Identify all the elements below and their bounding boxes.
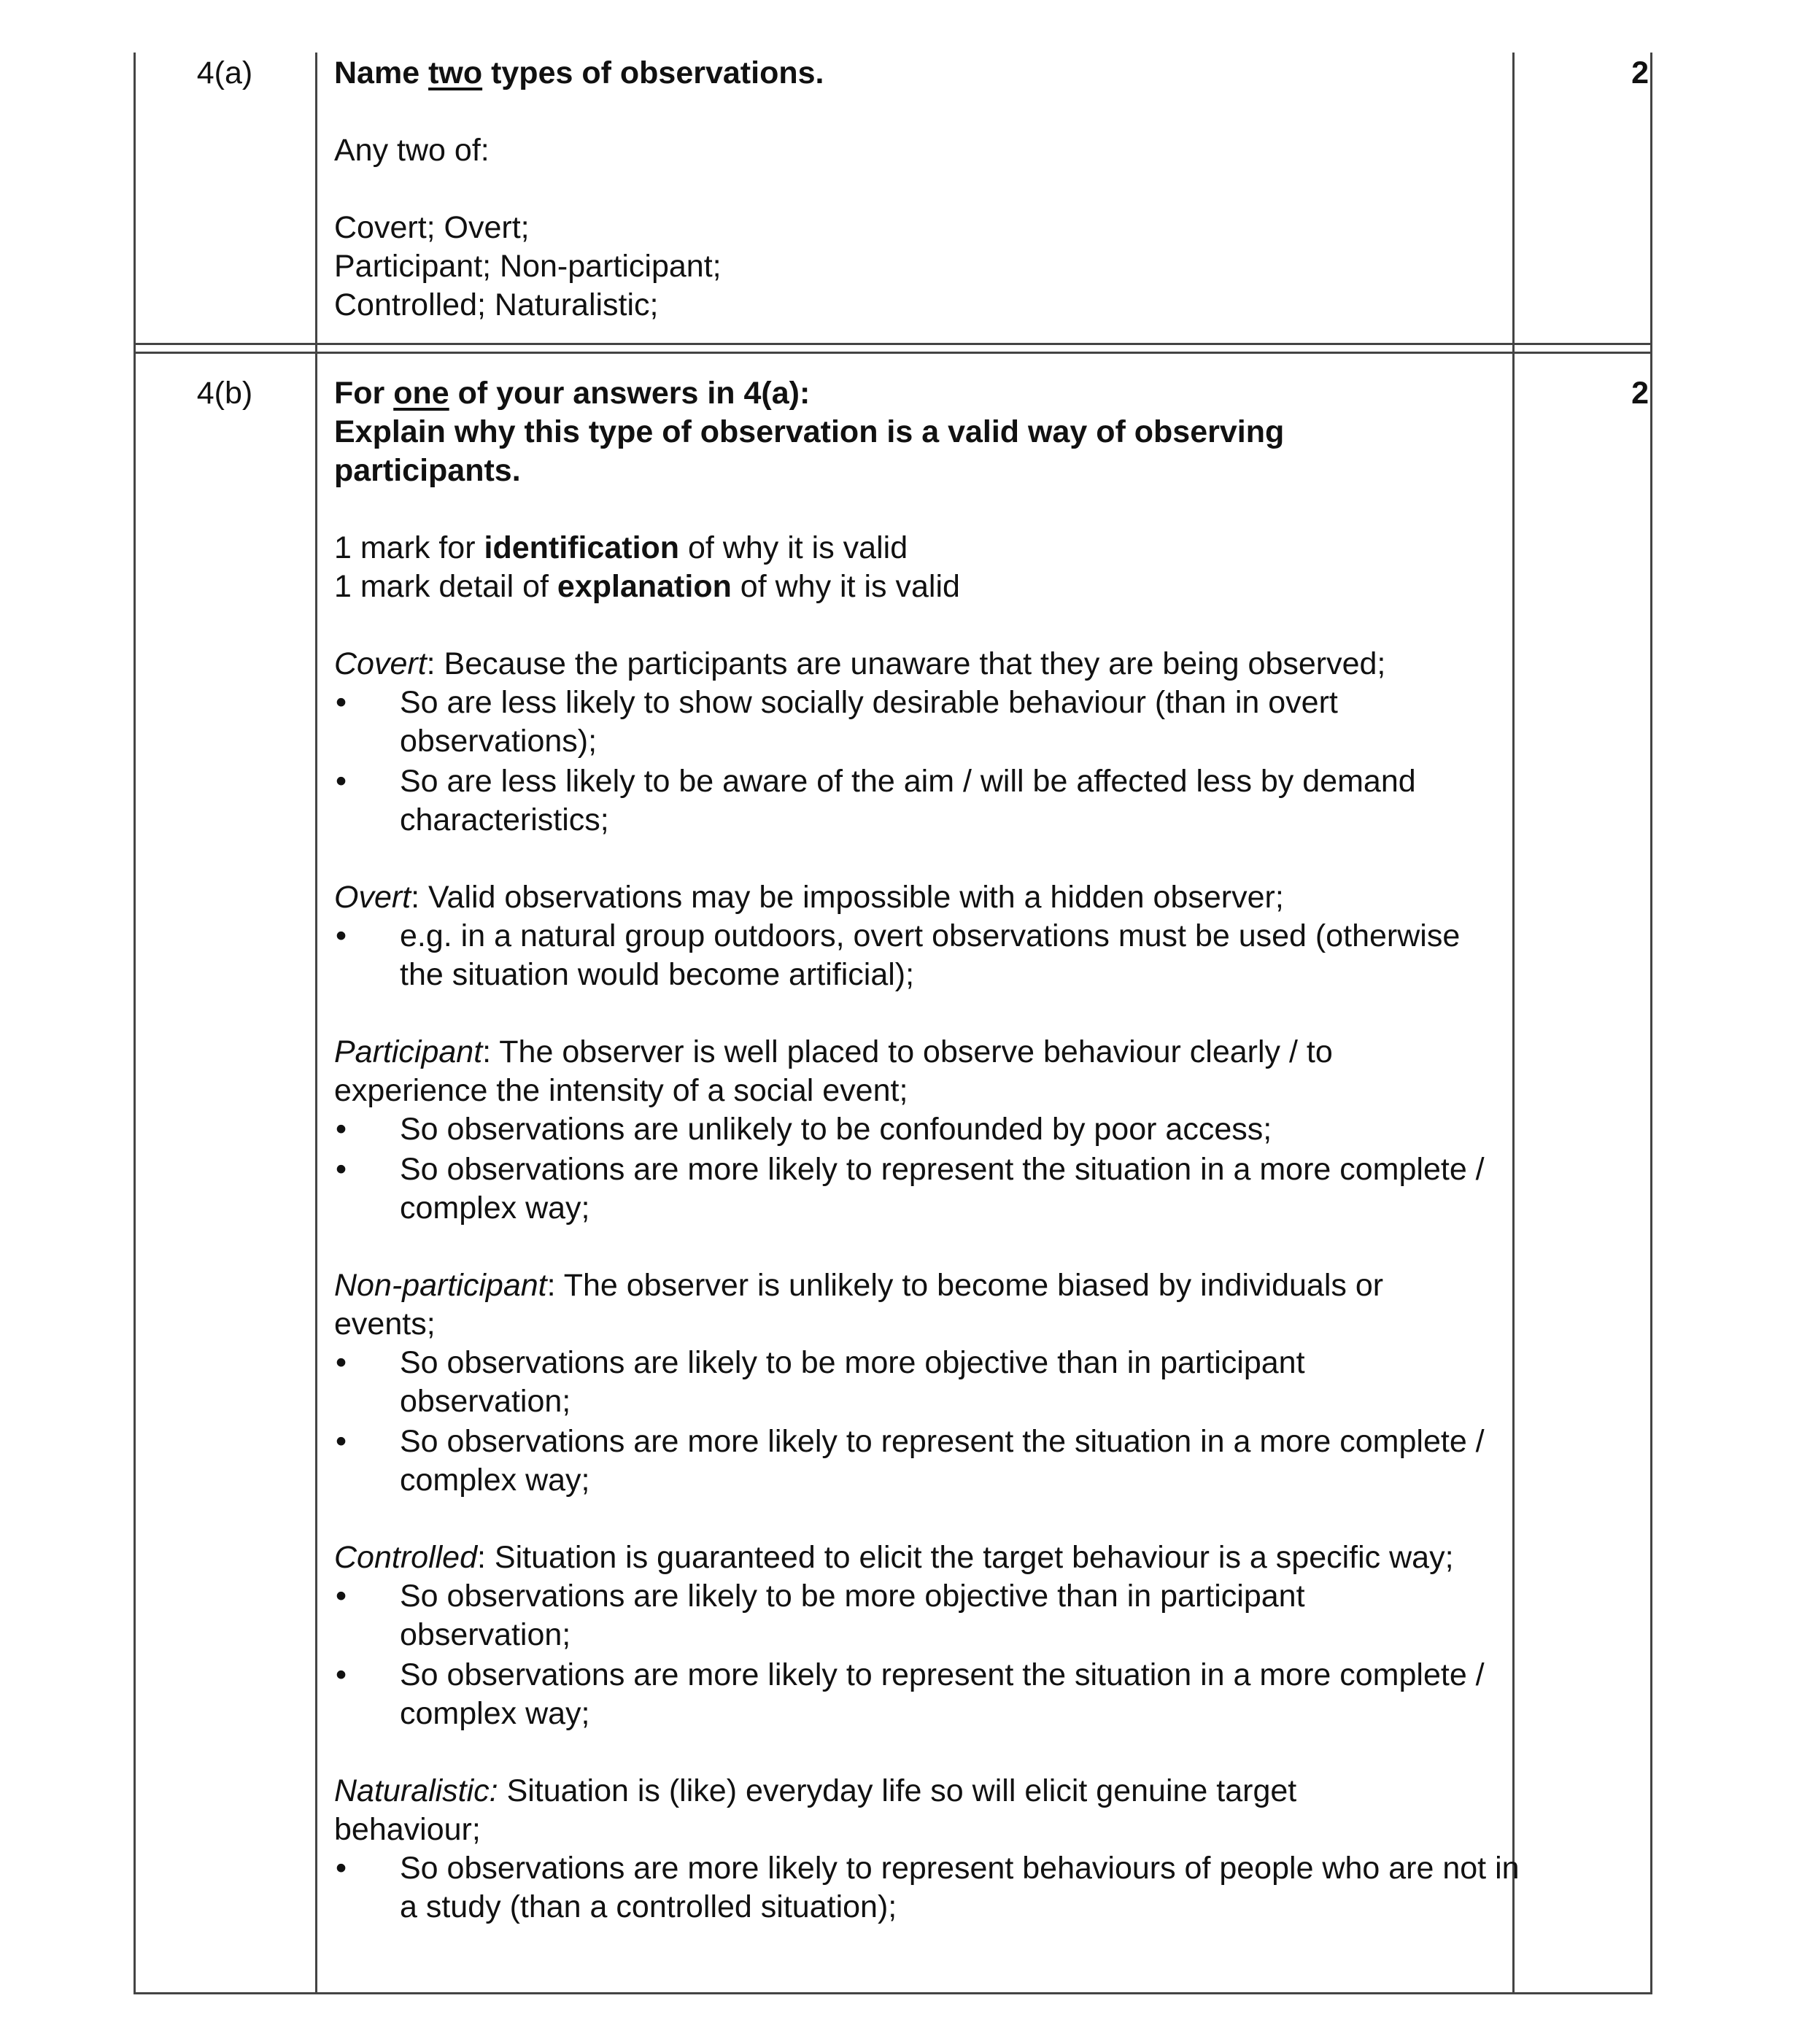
observation-type-name: Naturalistic:: [334, 1773, 498, 1808]
observation-type-description: [334, 878, 1501, 917]
marks-value: 2: [1631, 376, 1649, 411]
bullet-icon: •: [336, 1345, 347, 1380]
table-border-bottom: [134, 1992, 1652, 1994]
bullet-text: So observations are likely to be more objective than in participant observation;: [400, 1579, 1305, 1652]
bullet-text: So are less likely to be aware of the aim / will be affected less by demand characteristics;: [400, 764, 1416, 837]
answer-cell-4b: [334, 374, 1520, 1927]
question-instruction: Explain why this type of observation is a valid way of observing participants.: [334, 414, 1285, 488]
question-text: [334, 374, 1501, 413]
bullet-item: [334, 684, 1538, 761]
bullet-icon: •: [336, 764, 347, 799]
bullet-text: So observations are more likely to represent the situation in a more complete / complex way;: [400, 1657, 1485, 1731]
answer-line: Covert; Overt;: [334, 210, 530, 245]
bullet-item: [334, 917, 1465, 994]
observation-type-name: Non-participant: [334, 1268, 547, 1303]
marking-guidance: [334, 568, 1501, 606]
observation-type-name: Controlled: [334, 1540, 477, 1575]
bullet-icon: •: [336, 1424, 347, 1459]
bullet-icon: •: [336, 1152, 347, 1187]
question-emphasis: one: [393, 376, 449, 411]
answer-intro: Any two of:: [334, 133, 490, 168]
bullet-icon: •: [336, 918, 347, 953]
bullet-item: [334, 1344, 1443, 1421]
bullet-item: [334, 1150, 1494, 1228]
bullet-item: [334, 1849, 1538, 1927]
bullet-text: So observations are more likely to represent the situation in a more complete / complex way;: [400, 1152, 1485, 1226]
observation-type-description: [334, 1538, 1472, 1577]
marking-text: 1 mark detail of: [334, 569, 557, 604]
row-separator-top: [134, 343, 1652, 345]
bullet-item: [334, 762, 1538, 840]
observation-type-description: [334, 1266, 1472, 1344]
answer-cell-4a: [334, 54, 1501, 325]
marking-text: of why it is valid: [731, 569, 960, 604]
question-emphasis: two: [428, 55, 483, 90]
bullet-item: [334, 1577, 1443, 1654]
observation-type-desc: : The observer is unlikely to become biased by individuals or events;: [334, 1268, 1384, 1342]
observation-type-name: Participant: [334, 1034, 483, 1069]
answer-line: Controlled; Naturalistic;: [334, 287, 659, 322]
bullet-icon: •: [336, 1579, 347, 1614]
observation-type-description: [334, 1772, 1428, 1849]
marking-keyword: explanation: [557, 569, 732, 604]
bullet-text: So observations are likely to be more objective than in participant observation;: [400, 1345, 1305, 1419]
question-prefix: For: [334, 376, 394, 411]
question-prefix: Name: [334, 55, 429, 90]
bullet-item: [334, 1656, 1494, 1733]
question-suffix: of your answers in 4(a):: [449, 376, 811, 411]
question-text: [334, 54, 1501, 93]
bullet-icon: •: [336, 685, 347, 720]
bullet-item: [334, 1110, 1538, 1149]
marking-keyword: identification: [484, 530, 680, 565]
observation-type-desc: : Situation is guaranteed to elicit the target behaviour is a specific way;: [477, 1540, 1454, 1575]
question-number: 4(a): [196, 55, 253, 90]
marks-value: 2: [1631, 55, 1649, 90]
bullet-text: So observations are unlikely to be confounded by poor access;: [400, 1112, 1272, 1147]
marking-text: 1 mark for: [334, 530, 484, 565]
bullet-text: e.g. in a natural group outdoors, overt observations must be used (otherwise the situation would become artificial);: [400, 918, 1461, 992]
bullet-text: So are less likely to show socially desirable behaviour (than in overt observations);: [400, 685, 1338, 759]
question-suffix: types of observations.: [482, 55, 824, 90]
row-separator-bottom: [134, 352, 1652, 354]
observation-type-description: [334, 645, 1501, 684]
answer-line: Participant; Non-participant;: [334, 249, 722, 284]
bullet-text: So observations are more likely to represent behaviours of people who are not in a study (than a controlled situation);: [400, 1851, 1520, 1924]
bullet-icon: •: [336, 1112, 347, 1147]
observation-type-name: Covert: [334, 646, 427, 681]
bullet-item: [334, 1422, 1494, 1500]
marking-guidance: [334, 529, 1501, 568]
observation-type-description: [334, 1033, 1428, 1110]
marking-text: of why it is valid: [679, 530, 908, 565]
bullet-icon: •: [336, 1851, 347, 1886]
observation-type-desc: : Because the participants are unaware that they are being observed;: [426, 646, 1386, 681]
observation-type-desc: Situation is (like) everyday life so will elicit genuine target behaviour;: [334, 1773, 1297, 1847]
observation-type-desc: : Valid observations may be impossible with a hidden observer;: [411, 880, 1284, 915]
observation-type-name: Overt: [334, 880, 411, 915]
observation-type-desc: : The observer is well placed to observe behaviour clearly / to experience the intensity of a social event;: [334, 1034, 1333, 1108]
bullet-text: So observations are more likely to represent the situation in a more complete / complex way;: [400, 1424, 1485, 1498]
bullet-icon: •: [336, 1657, 347, 1692]
question-number: 4(b): [196, 376, 253, 411]
